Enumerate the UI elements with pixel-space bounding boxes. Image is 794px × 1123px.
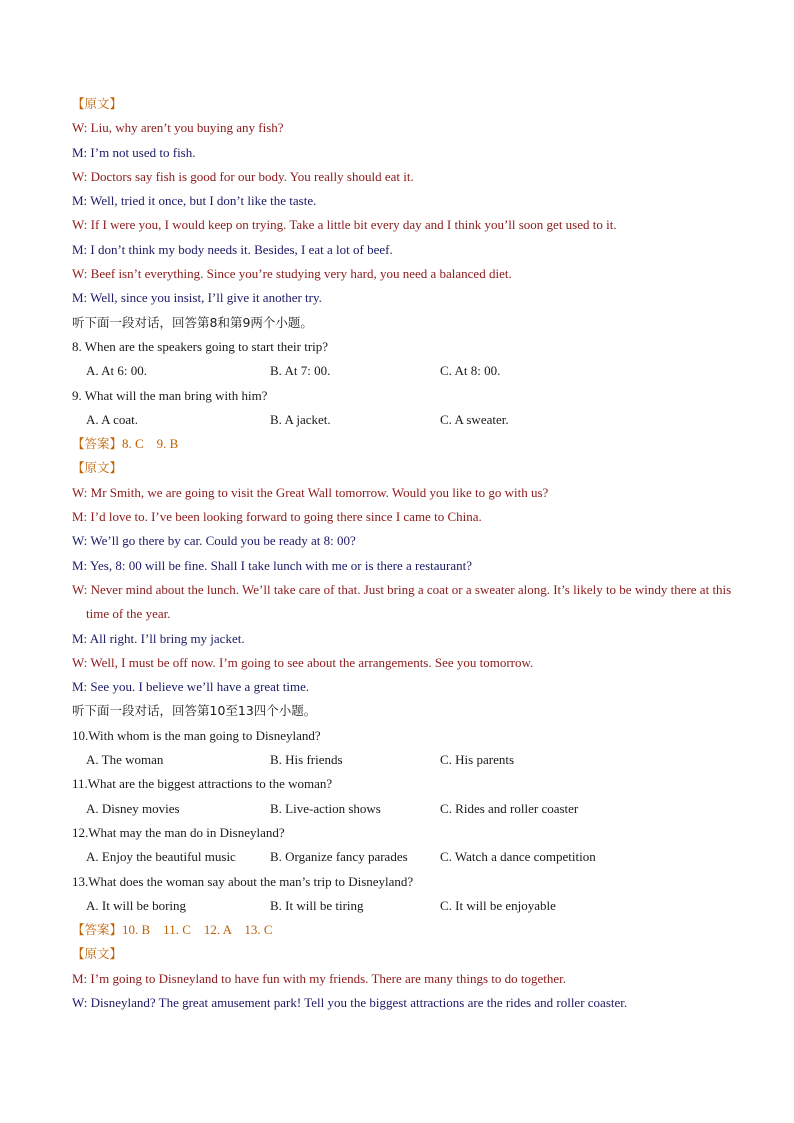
question-10-options [72, 748, 732, 772]
option-c: C. Watch a dance competition [440, 849, 596, 865]
answer-line [72, 432, 732, 456]
option-c: C. It will be enjoyable [440, 897, 556, 913]
transcript-line: W: We’ll go there by car. Could you be ready at 8: 00? [72, 533, 356, 549]
option-a: A. At 6: 00. [86, 363, 148, 379]
option-c: C. A sweater. [440, 411, 509, 427]
transcript-line: W: If I were you, I would keep on trying. Take a little bit every day and I think you’ll soon get used to it. [72, 217, 617, 233]
transcript-line: M: I’d love to. I’ve been looking forward to going there since I came to China. [72, 509, 482, 525]
option-b: B. Live-action shows [270, 800, 381, 816]
transcript-line: W: Well, I must be off now. I’m going to see about the arrangements. See you tomorrow. [72, 654, 534, 670]
question-13-options [72, 894, 732, 918]
answer-value: 10. B 11. C 12. A 13. C [122, 922, 273, 938]
question-8: 8. When are the speakers going to start their trip? [72, 338, 329, 354]
question-8-options [72, 359, 732, 383]
question-9-options [72, 408, 732, 432]
option-c: C. At 8: 00. [440, 363, 501, 379]
document-page [72, 92, 732, 1015]
transcript-line: W: Disneyland? The great amusement park! Tell you the biggest attractions are the rides and roller coaster. [72, 994, 628, 1010]
transcript-line: M: Well, since you insist, I’ll give it another try. [72, 290, 322, 306]
transcript-line: W: Beef isn’t everything. Since you’re studying very hard, you need a balanced diet. [72, 266, 512, 282]
option-a: A. A coat. [86, 411, 138, 427]
transcript-line: M: I’m not used to fish. [72, 144, 196, 160]
transcript-line: W: Liu, why aren’t you buying any fish? [72, 120, 284, 136]
question-9: 9. What will the man bring with him? [72, 387, 268, 403]
transcript-label: 【原文】 [72, 96, 123, 111]
option-b: B. A jacket. [270, 411, 331, 427]
transcript-line: M: See you. I believe we’ll have a great time. [72, 679, 310, 695]
option-a: A. Disney movies [86, 800, 180, 816]
question-11: 11.What are the biggest attractions to the woman? [72, 776, 333, 792]
option-a: A. It will be boring [86, 897, 187, 913]
option-c: C. Rides and roller coaster [440, 800, 579, 816]
transcript-line: M: Yes, 8: 00 will be fine. Shall I take lunch with me or is there a restaurant? [72, 557, 473, 573]
question-12: 12.What may the man do in Disneyland? [72, 824, 285, 840]
transcript-line: M: I don’t think my body needs it. Besides, I eat a lot of beef. [72, 241, 393, 257]
answer-line [72, 918, 732, 942]
transcript-line: W: Doctors say fish is good for our body. You really should eat it. [72, 168, 414, 184]
transcript-label: 【原文】 [72, 946, 123, 962]
option-b: B. It will be tiring [270, 897, 364, 913]
transcript-line: M: All right. I’ll bring my jacket. [72, 630, 245, 646]
question-13: 13.What does the woman say about the man’s trip to Disneyland? [72, 873, 414, 889]
option-b: B. Organize fancy parades [270, 849, 408, 865]
answer-label: 【答案】 [72, 436, 123, 452]
option-a: A. The woman [86, 752, 164, 768]
question-12-options [72, 845, 732, 869]
option-c: C. His parents [440, 752, 515, 768]
listening-instruction: 听下面一段对话，回答第8和第9两个小题。 [72, 314, 313, 330]
question-10: 10.With whom is the man going to Disneyland? [72, 727, 321, 743]
option-b: B. At 7: 00. [270, 363, 331, 379]
transcript-line: W: Mr Smith, we are going to visit the Great Wall tomorrow. Would you like to go with us? [72, 484, 549, 500]
transcript-line: W: Never mind about the lunch. We’ll take care of that. Just bring a coat or a sweater along. It’s likely to be windy there at this time of the year. [72, 581, 732, 622]
option-a: A. Enjoy the beautiful music [86, 849, 236, 865]
listening-instruction: 听下面一段对话，回答第10至13四个小题。 [72, 703, 317, 719]
transcript-line: M: I’m going to Disneyland to have fun with my friends. There are many things to do together. [72, 970, 567, 986]
transcript-label: 【原文】 [72, 460, 123, 476]
answer-value: 8. C 9. B [122, 436, 179, 452]
answer-label: 【答案】 [72, 922, 123, 938]
transcript-line: M: Well, tried it once, but I don’t like the taste. [72, 193, 317, 209]
question-11-options [72, 797, 732, 821]
option-b: B. His friends [270, 752, 343, 768]
